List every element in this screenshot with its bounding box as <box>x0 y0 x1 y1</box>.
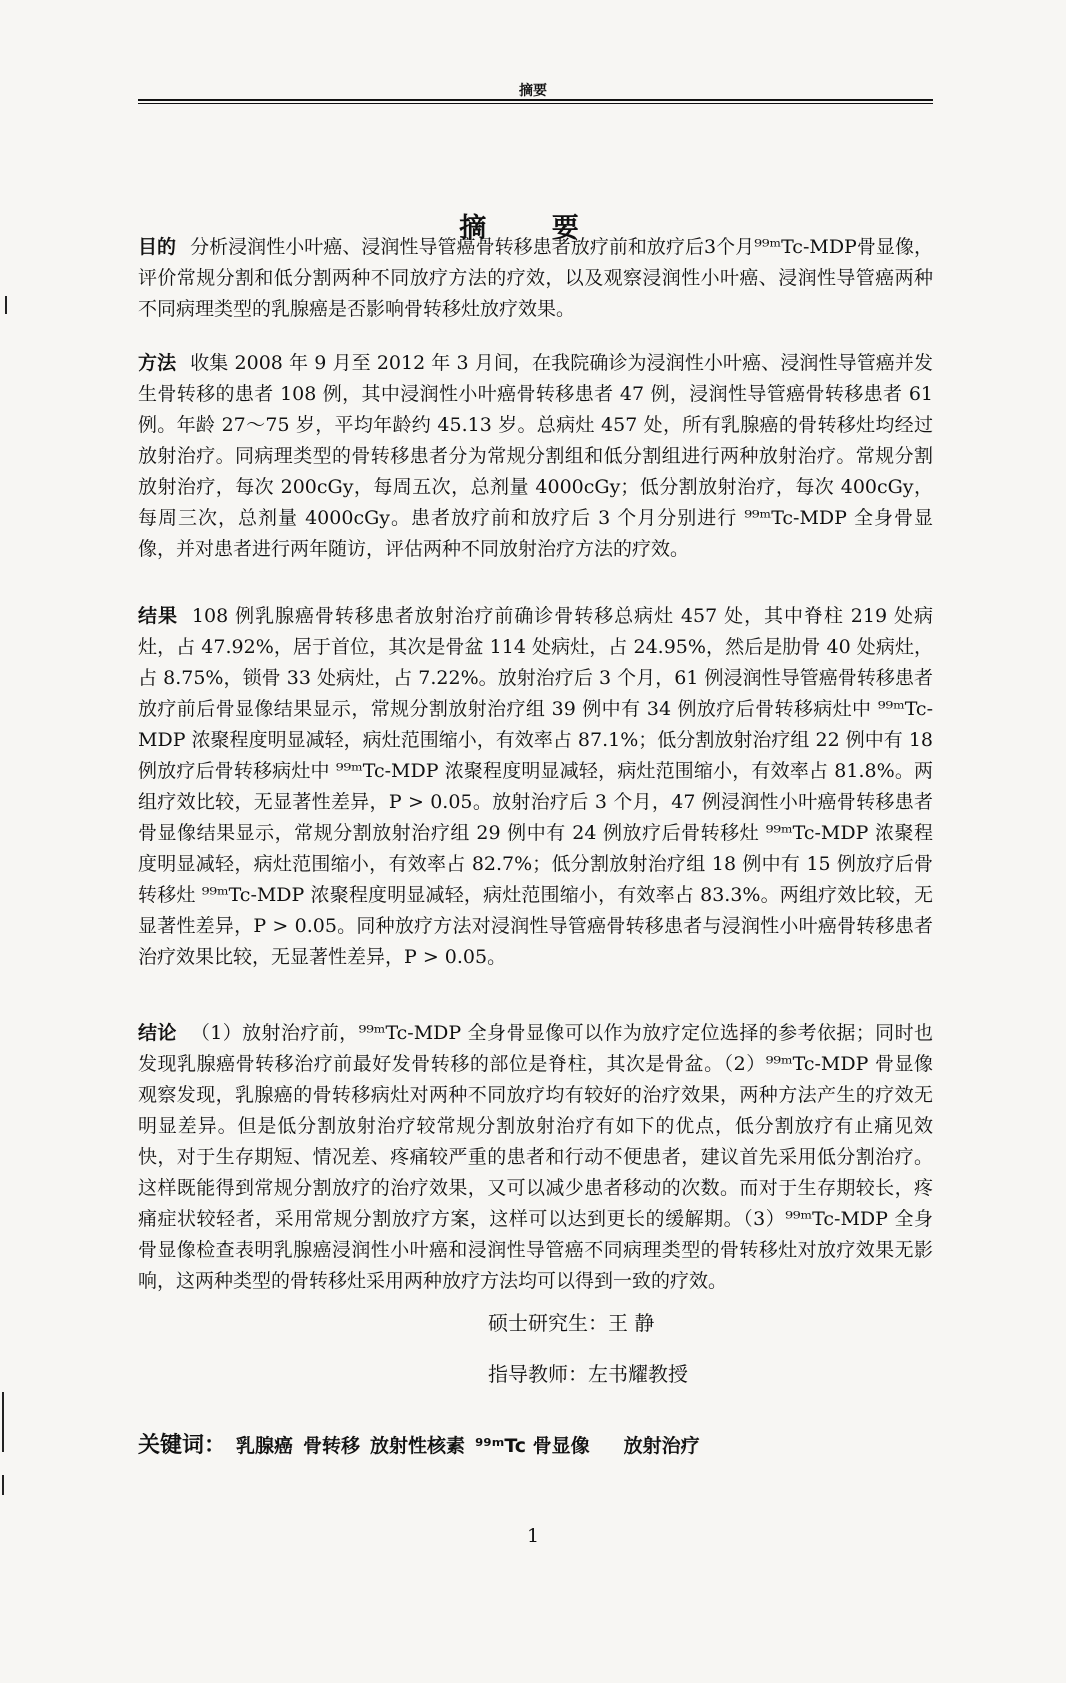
keywords-label: 关键词： <box>138 1433 227 1458</box>
results-label: 结果 <box>138 605 178 627</box>
page-number: 1 <box>526 1525 540 1547</box>
advisor-signature: 指导教师：左书耀教授 <box>488 1362 688 1386</box>
methods-label: 方法 <box>138 352 177 374</box>
results-text: 108 例乳腺癌骨转移患者放射治疗前确诊骨转移总病灶 457 处，其中脊柱 219 处病灶，占 47.92%，居于首位，其次是骨盆 114 处病灶，占 24.95%，然后是肋骨 40 处病灶，占 8.75%，锁骨 33 处病灶，占 7.22%。放射治疗后 3 个月，61 例浸润性导管癌骨转移患者放疗前后骨显像结果显示，常规分割放射治疗组 39 例中有 34 例放疗后骨转移病灶中 ⁹⁹ᵐTc-MDP 浓聚程度明显减轻，病灶范围缩小，有效率占 87.1%；低分割放射治疗组 22 例中有 18 例放疗后骨转移病灶中 ⁹⁹ᵐTc-MDP 浓聚程度明显减轻，病灶范围缩小，有效率占 81.8%。两组疗效比较，无显著性差异，P > 0.05。放射治疗后 3 个月，47 例浸润性小叶癌骨转移患者骨显像结果显示，常规分割放射治疗组 29 例中有 24 例放疗后骨转移灶 ⁹⁹ᵐTc-MDP 浓聚程度明显减轻，病灶范围缩小，有效率占 82.7%；低分割放射治疗组 18 例中有 15 例放疗后骨转移灶 ⁹⁹ᵐTc-MDP 浓聚程度明显减轻，病灶范围缩小，有效率占 83.3%。两组疗效比较，无显著性差异，P > 0.05。同种放疗方法对浸润性导管癌骨转移患者与浸润性小叶癌骨转移患者治疗效果比较，无显著性差异，P > 0.05。 <box>138 605 933 968</box>
objective-section <box>138 232 933 325</box>
keywords <box>138 1428 933 1459</box>
keyword-item: 放射性核素 <box>370 1435 466 1457</box>
keyword-item: 骨转移 <box>303 1435 361 1457</box>
scan-margin-mark <box>5 296 7 314</box>
header-rule <box>138 99 933 101</box>
keyword-item: 乳腺癌 <box>236 1435 294 1457</box>
conclusion-text: （1）放射治疗前，⁹⁹ᵐTc-MDP 全身骨显像可以作为放疗定位选择的参考依据；同时也发现乳腺癌骨转移治疗前最好发骨转移的部位是脊柱，其次是骨盆。（2）⁹⁹ᵐTc-MDP 骨显像观察发现，乳腺癌的骨转移病灶对两种不同放疗均有较好的治疗效果，两种方法产生的疗效无明显差异。但是低分割放射治疗较常规分割放射治疗有如下的优点，低分割放疗有止痛见效快，对于生存期短、情况差、疼痛较严重的患者和行动不便患者，建议首先采用低分割治疗。这样既能得到常规分割放疗的治疗效果，又可以减少患者移动的次数。而对于生存期较长，疼痛症状较轻者，采用常规分割放疗方案，这样可以达到更长的缓解期。（3）⁹⁹ᵐTc-MDP 全身骨显像检查表明乳腺癌浸润性小叶癌和浸润性导管癌不同病理类型的骨转移灶对放疗效果无影响，这两种类型的骨转移灶采用两种放疗方法均可以得到一致的疗效。 <box>138 1022 933 1292</box>
conclusion-label: 结论 <box>138 1022 177 1044</box>
objective-label: 目的 <box>138 236 177 258</box>
conclusion-section <box>138 1018 933 1297</box>
page-title: 摘 要 <box>459 213 607 244</box>
scan-margin-mark <box>2 1475 4 1495</box>
running-head: 摘要 <box>519 83 547 99</box>
objective-text: 分析浸润性小叶癌、浸润性导管癌骨转移患者放疗前和放疗后3个月⁹⁹ᵐTc-MDP骨显像，评价常规分割和低分割两种不同放疗方法的疗效，以及观察浸润性小叶癌、浸润性导管癌两种不同病理类型的乳腺癌是否影响骨转移灶放疗效果。 <box>138 236 933 320</box>
scan-margin-mark <box>2 1392 4 1452</box>
student-signature: 硕士研究生：王 静 <box>488 1311 655 1335</box>
keyword-item: 放射治疗 <box>623 1435 700 1457</box>
header-rule-thin <box>138 103 933 104</box>
results-section <box>138 601 933 973</box>
methods-section <box>138 348 933 565</box>
keyword-item: ⁹⁹ᵐTc 骨显像 <box>475 1435 590 1457</box>
methods-text: 收集 2008 年 9 月至 2012 年 3 月间，在我院确诊为浸润性小叶癌、浸润性导管癌并发生骨转移的患者 108 例，其中浸润性小叶癌骨转移患者 47 例，浸润性导管癌骨转移患者 61 例。年龄 27～75 岁，平均年龄约 45.13 岁。总病灶 457 处，所有乳腺癌的骨转移灶均经过放射治疗。同病理类型的骨转移患者分为常规分割组和低分割组进行两种放射治疗。常规分割放射治疗，每次 200cGy，每周五次，总剂量 4000cGy；低分割放射治疗，每次 400cGy，每周三次，总剂量 4000cGy。患者放疗前和放疗后 3 个月分别进行 ⁹⁹ᵐTc-MDP 全身骨显像，并对患者进行两年随访，评估两种不同放射治疗方法的疗效。 <box>138 352 933 560</box>
